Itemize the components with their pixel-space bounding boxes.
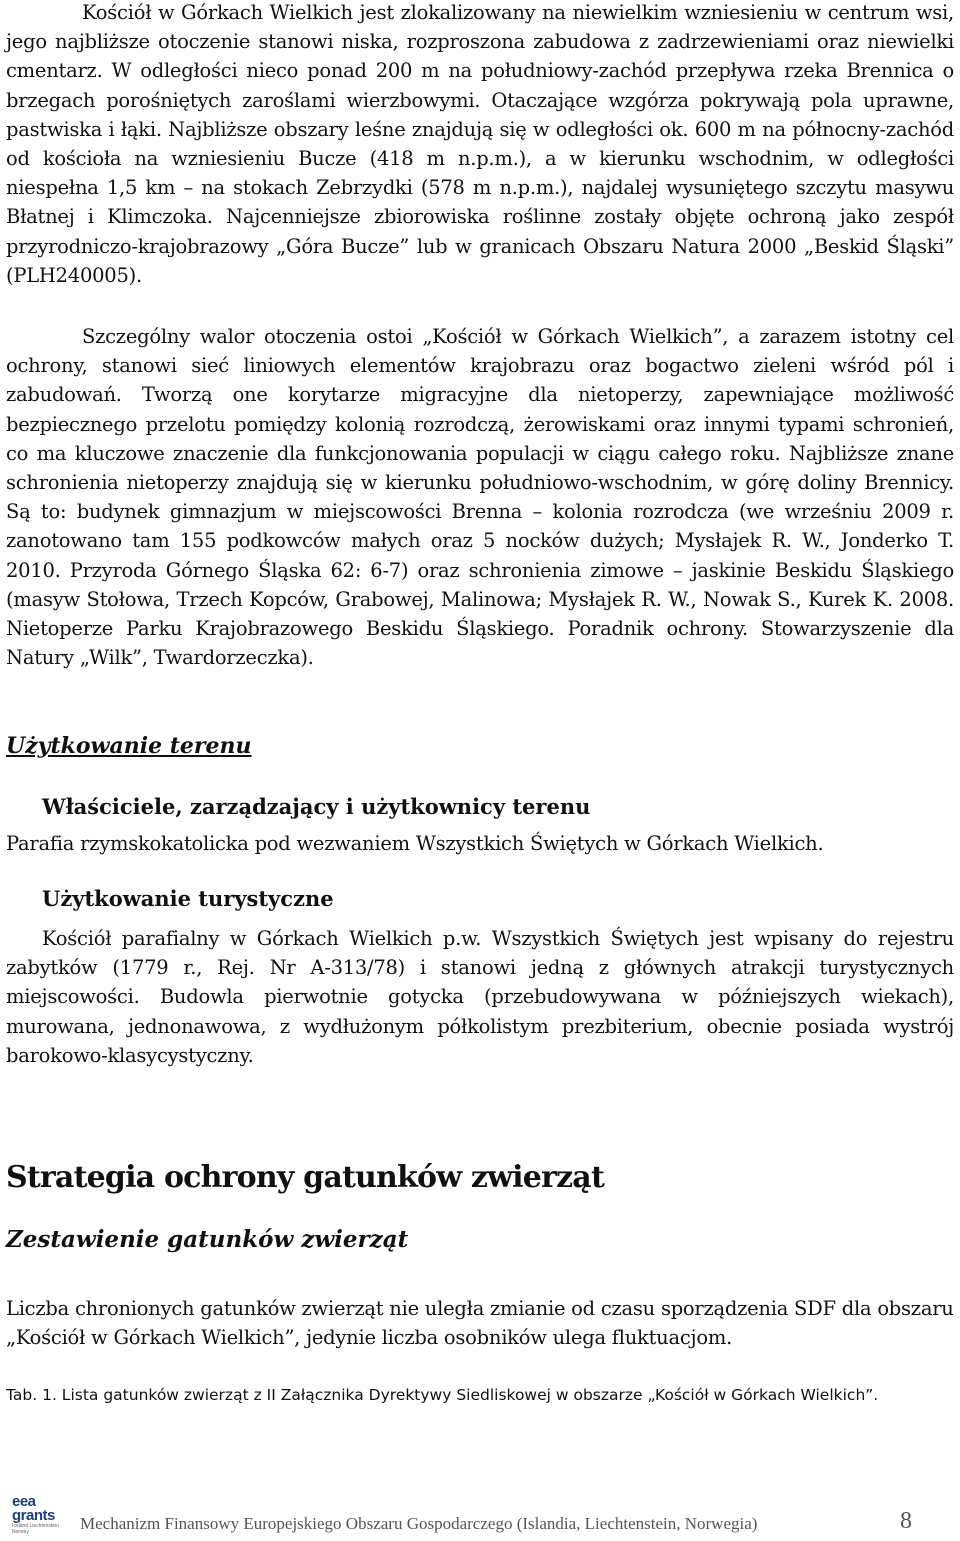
paragraph-site-surroundings: Szczególny walor otoczenia ostoi „Kościół w Górkach Wielkich”, a zarazem istotny cel ochrony, stanowi sieć liniowych elementów krajobrazu oraz bogactwo zieleni wśród pól i zabudowań. Tworzą one korytarze migracyjne dla nietoperzy, zapewniające możliwość bezpiecznego przelotu pomiędzy kolonią rozrodczą, żerowiskami oraz innymi typami schronień, co ma kluczowe znaczenie dla funkcjonowania populacji w ciągu całego roku. Najbliższe znane schronienia nietoperzy znajdują się w kierunku południowo-wschodnim, w górę doliny Brennicy. Są to: budynek gimnazjum w miejscowości Brenna – kolonia rozrodcza (we wrześniu 2009 r. zanotowano tam 155 podkowców małych oraz 5 nocków dużych; Mysłajek R. W., Jonderko T. 2010. Przyroda Górnego Śląska 62: 6-7) oraz schronienia zimowe – jaskinie Beskidu Śląskiego (masyw Stołowa, Trzech Kopców, Grabowej, Malinowa; Mysłajek R. W., Nowak S., Kurek K. 2008. Nietoperze Parku Krajobrazowego Beskidu Śląskiego. Poradnik ochrony. Stowarzyszenie dla Natury „Wilk”, Twardorzeczka). bbox=[6, 325, 954, 670]
logo-text-eea: eea bbox=[12, 1493, 36, 1510]
footer-text: Mechanizm Finansowy Europejskiego Obszaru Gospodarczego (Islandia, Liechtenstein, Norwegia) bbox=[80, 1514, 758, 1533]
heading-strategy: Strategia ochrony gatunków zwierząt bbox=[6, 1160, 605, 1195]
paragraph-owners: Parafia rzymskokatolicka pod wezwaniem Wszystkich Świętych w Górkach Wielkich. bbox=[6, 832, 824, 855]
logo-text-countries: Iceland Liechtenstein Norway bbox=[12, 1523, 59, 1535]
heading-land-use: Użytkowanie terenu bbox=[6, 733, 252, 759]
subheading-tourism: Użytkowanie turystyczne bbox=[42, 886, 334, 911]
paragraph-site-location: Kościół w Górkach Wielkich jest zlokalizowany na niewielkim wzniesieniu w centrum wsi, jego najbliższe otoczenie stanowi niska, rozproszona zabudowa z zadrzewieniami oraz niewielki cmentarz. W odległości nieco ponad 200 m na południowy-zachód przepływa rzeka Brennica o brzegach porośniętych zaroślami wierzbowymi. Otaczające wzgórza pokrywają pola uprawne, pastwiska i łąki. Najbliższe obszary leśne znajdują się w odległości ok. 600 m na północny-zachód od kościoła na wzniesieniu Bucze (418 m n.p.m.), a w kierunku wschodnim, w odległości niespełna 1,5 km – na stokach Zebrzydki (578 m n.p.m.), najdalej wysuniętego szczytu masywu Błatnej i Klimczoka. Najcenniejsze zbiorowiska roślinne zostały objęte ochroną jako zespół przyrodniczo-krajobrazowy „Góra Bucze” lub w granicach Obszaru Natura 2000 „Beskid Śląski” (PLH240005). bbox=[6, 1, 954, 287]
paragraph-tourism: Kościół parafialny w Górkach Wielkich p.w. Wszystkich Świętych jest wpisany do rejestru zabytków (1779 r., Rej. Nr A-313/78) i stanowi jedną z głównych atrakcji turystycznych miejscowości. Budowla pierwotnie gotycka (przebudowywana w późniejszych wiekach), murowana, jednonawowa, z wydłużonym półkolistym prezbiterium, obecnie posiada wystrój barokowo-klasycystyczny. bbox=[6, 927, 954, 1067]
heading-species-list: Zestawienie gatunków zwierząt bbox=[6, 1226, 409, 1253]
eea-grants-logo bbox=[12, 1494, 74, 1538]
table-caption: Tab. 1. Lista gatunków zwierząt z II Załącznika Dyrektywy Siedliskowej w obszarze „Kościół w Górkach Wielkich”. bbox=[6, 1386, 879, 1404]
logo-text-grants: grants bbox=[12, 1507, 55, 1524]
page-footer bbox=[0, 1490, 960, 1540]
paragraph-species: Liczba chronionych gatunków zwierząt nie uległa zmianie od czasu sporządzenia SDF dla obszaru „Kościół w Górkach Wielkich”, jedynie liczba osobników ulega fluktuacjom. bbox=[6, 1297, 954, 1350]
page-number: 8 bbox=[900, 1508, 912, 1534]
subheading-owners: Właściciele, zarządzający i użytkownicy terenu bbox=[42, 794, 591, 819]
